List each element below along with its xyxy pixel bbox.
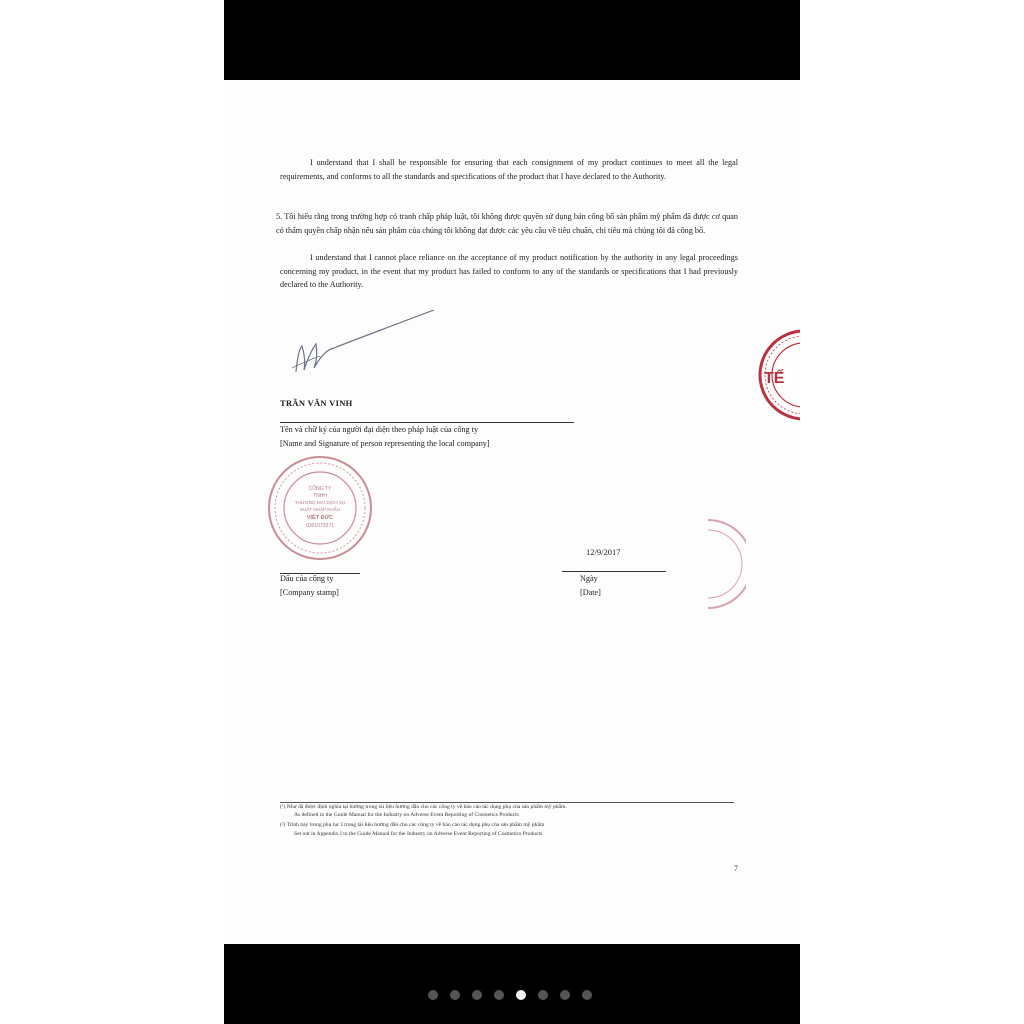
carousel-indicator xyxy=(428,990,592,1000)
carousel-dot[interactable] xyxy=(450,990,460,1000)
top-black-bar xyxy=(224,0,800,80)
date-label-en: [Date] xyxy=(580,588,601,597)
carousel-dot[interactable] xyxy=(494,990,504,1000)
signature-line xyxy=(280,422,574,423)
footnote-rule xyxy=(280,802,734,803)
bottom-black-bar xyxy=(224,944,800,1024)
carousel-dot[interactable] xyxy=(582,990,592,1000)
stamp-line-4: XUẤT NHẬP KHẨU xyxy=(299,507,341,512)
side-stamp-bottom xyxy=(702,516,746,612)
carousel-dot[interactable] xyxy=(516,990,526,1000)
footnote-2-en: Set out in Appendix I to the Guide Manual for the Industry on Adverse Event Reporting of Cosmetics Products xyxy=(294,831,543,837)
signature-label-vi: Tên và chữ ký của người đại diện theo pháp luật của công ty xyxy=(280,425,479,434)
carousel-dot[interactable] xyxy=(428,990,438,1000)
stamp-line-6: 0301073371 xyxy=(306,523,334,529)
page-number: 7 xyxy=(734,864,738,873)
side-stamp-top xyxy=(752,320,800,430)
footnote-1-vi: (¹) Như đã được định nghĩa tại hướng trong tài liệu hướng dẫn cho các công ty về báo cáo tác dụng phụ của sản phẩm mỹ phẩm. xyxy=(280,804,567,810)
stamp-label-vi: Dấu của công ty xyxy=(280,574,334,583)
carousel-dot[interactable] xyxy=(538,990,548,1000)
document-page xyxy=(224,80,800,944)
stamp-line-1: CÔNG TY xyxy=(308,486,332,492)
stamp-line-5: VIỆT ĐỨC xyxy=(306,515,334,521)
date-line xyxy=(562,571,666,572)
footnote-2-vi: (²) Trình bày trong phụ lục I trong tài liệu hướng dẫn cho các công ty về báo cáo tác dụng phụ của sản phẩm mỹ phẩm xyxy=(280,822,545,828)
signature-label-en: [Name and Signature of person representing the local company] xyxy=(280,439,490,448)
stamp-line-3: THƯƠNG MẠI DỊCH VỤ xyxy=(294,500,346,505)
stamp-label-en: [Company stamp] xyxy=(280,588,339,597)
footnote-1-en: As defined in the Guide Manual for the Industry on Adverse Event Reporting of Cosmetics Products xyxy=(294,812,519,818)
item-5-number: 5. xyxy=(276,212,283,221)
handwritten-signature xyxy=(284,310,444,380)
item-5-en: I understand that I cannot place reliance on the acceptance of my product notification by the authority in any legal proceedings concerning my product, in the event that my product has failed to conform to any of the standards or specifications that I had previously declared to the Authority. xyxy=(280,253,738,290)
carousel-dot[interactable] xyxy=(472,990,482,1000)
item-5-vi-text: Tôi hiểu rằng trong trường hợp có tranh chấp pháp luật, tôi không được quyền sử dụng bản công bố sản phẩm mỹ phẩm đã được cơ quan có thẩm quyền chấp nhận nếu sản phẩm của chúng tôi không đạt được các yêu cầu về tiêu chuẩn, chỉ tiêu mà chúng tôi đã công bố. xyxy=(276,212,738,235)
stamp-line-2: TNHH xyxy=(313,493,327,499)
carousel-dot[interactable] xyxy=(560,990,570,1000)
date-value: 12/9/2017 xyxy=(586,547,621,557)
company-stamp xyxy=(264,452,376,564)
responsibility-paragraph: I understand that I shall be responsible for ensuring that each consignment of my product continues to meet all the legal requirements, and conforms to all the standards and specifications of the product that I have declared to the Authority. xyxy=(280,158,738,181)
item-5-vi xyxy=(276,210,738,237)
date-label-vi: Ngày xyxy=(580,574,598,583)
side-stamp-text: TẾ xyxy=(764,370,785,387)
signer-name: TRẦN VĂN VINH xyxy=(280,398,353,408)
